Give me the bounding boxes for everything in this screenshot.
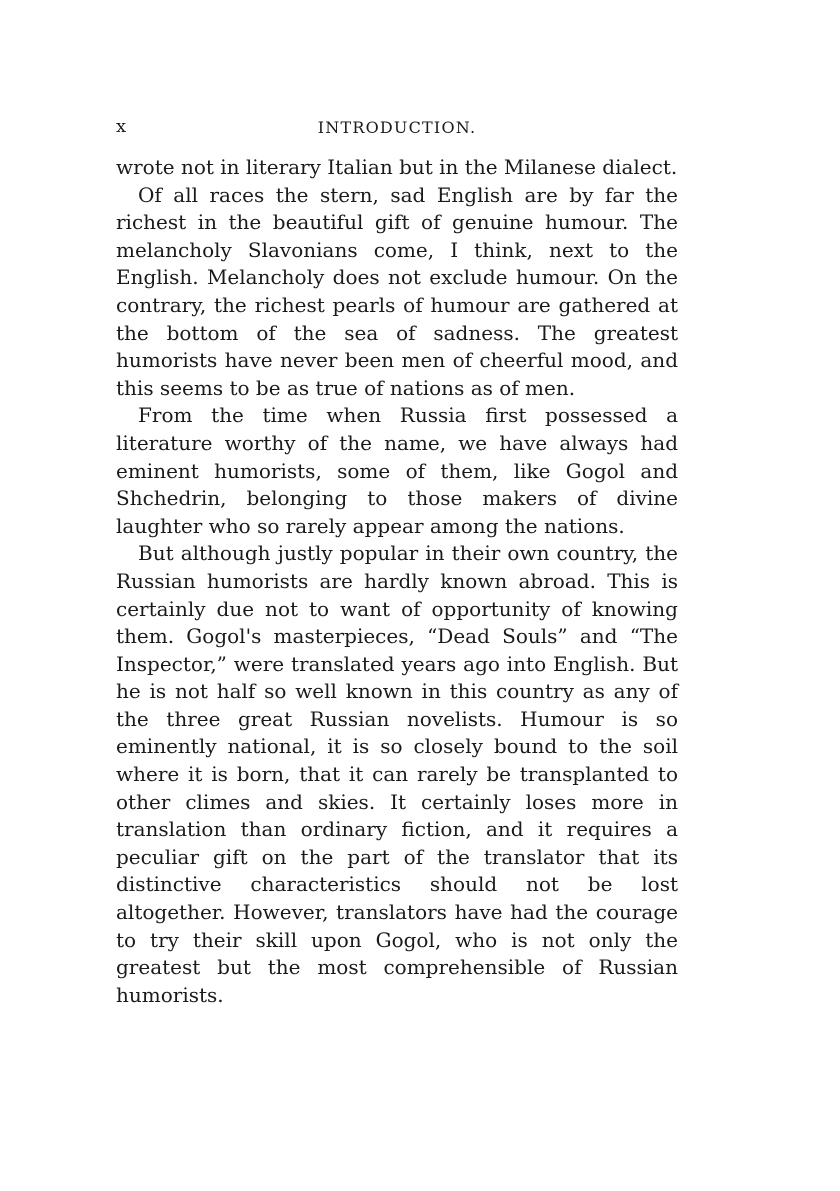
paragraph: But although justly popular in their own country, the Russian humorists are hardly known abroad. This is certainly due not to want of opportunity of knowing them. Gogol's masterpieces, “Dead Souls” and “The Inspector,” were translated years ago into English. But he is not half so well known in this country as any of the three great Russian novelists. Humour is so eminently national, it is so closely bound to the soil where it is born, that it can rarely be transplanted to other climes and skies. It certainly loses more in translation than ordinary fiction, and it requires a peculiar gift on the part of the translator that its distinctive characteristics should not be lost altogether. However, translators have had the courage to try their skill upon Gogol, who is not only the greatest but the most comprehensible of Russian humorists. xyxy=(116,541,678,1007)
paragraph: From the time when Russia first possessed a literature worthy of the name, we have always had eminent humorists, some of them, like Gogol and Shchedrin, belonging to those makers of divine laughter who so rarely appear among the nations. xyxy=(116,403,678,538)
running-head xyxy=(116,112,678,146)
page-number: x xyxy=(116,116,128,137)
running-title: INTRODUCTION. xyxy=(317,118,477,137)
paragraph: wrote not in literary Italian but in the Milanese dialect. xyxy=(116,155,678,179)
book-page xyxy=(116,112,678,1009)
paragraph: Of all races the stern, sad English are by far the richest in the beautiful gift of genuine humour. The melancholy Slavonians come, I think, next to the English. Melancholy does not exclude humour. On the contrary, the richest pearls of humour are gathered at the bottom of the sea of sadness. The greatest humorists have never been men of cheerful mood, and this seems to be as true of nations as of men. xyxy=(116,182,678,400)
body-text xyxy=(116,154,678,1009)
